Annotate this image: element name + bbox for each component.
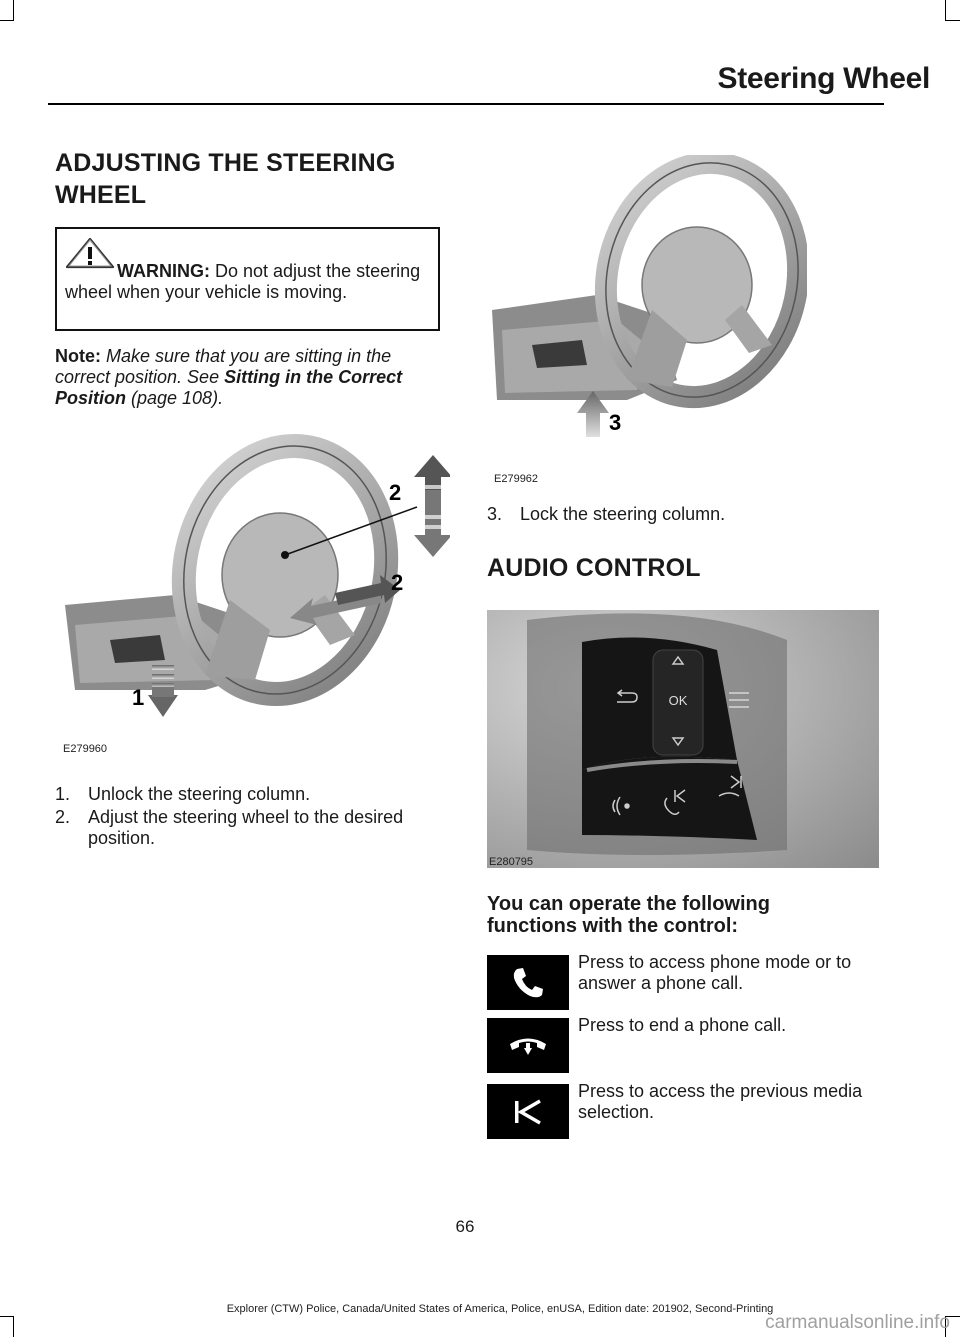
steering-wheel-lock-figure: [487, 155, 807, 455]
crop-mark: [945, 20, 960, 21]
step-number: 2.: [55, 807, 71, 827]
section-heading-adjusting: [55, 147, 396, 211]
warning-text: [65, 261, 433, 303]
callout-1: 1: [132, 685, 145, 710]
steering-wheel-adjust-figure: [55, 425, 450, 755]
warning-label: WARNING:: [117, 261, 210, 281]
page-title: Steering Wheel: [717, 62, 930, 95]
footer-text: Explorer (CTW) Police, Canada/United States of America, Police, enUSA, Edition date: 201902, Second-Printing: [226, 1303, 774, 1315]
watermark: carmanualsonline.info: [765, 1312, 950, 1333]
note-paragraph: [55, 346, 450, 409]
previous-track-icon-box: [487, 1084, 569, 1139]
note-page-ref: (page 108).: [126, 388, 224, 408]
heading-line-2: WHEEL: [55, 181, 147, 209]
function-text: Press to access phone mode or to answer a phone call.: [578, 952, 852, 993]
crop-mark: [0, 1316, 14, 1317]
callout-2-horizontal: 2: [391, 570, 404, 595]
step-text: Adjust the steering wheel to the desired position.: [88, 807, 404, 848]
steps-list: [55, 784, 450, 854]
warning-body: Do not adjust the steering wheel when your vehicle is moving.: [65, 261, 421, 302]
crop-mark: [945, 0, 946, 20]
previous-track-icon: [510, 1097, 546, 1127]
warning-box: [55, 227, 440, 331]
phone-icon-box: [487, 955, 569, 1010]
note-text: Make sure that you are sitting in the correct position. See: [55, 346, 392, 387]
heading-line-1: ADJUSTING THE STEERING: [55, 149, 396, 177]
ok-button-label: OK: [668, 693, 688, 708]
phone-icon: [508, 963, 548, 1003]
page-number: 66: [455, 1217, 475, 1236]
function-text: Press to end a phone call.: [578, 1015, 787, 1035]
crop-mark: [0, 20, 14, 21]
step-text: Unlock the steering column.: [88, 784, 311, 804]
note-label: Note:: [55, 346, 101, 366]
callout-2-vertical: 2: [389, 480, 402, 505]
figure-code-e279962: E279962: [494, 473, 539, 485]
crop-mark: [13, 1317, 14, 1337]
function-text: Press to access the previous media selection.: [578, 1081, 863, 1122]
figure-code-e279960: E279960: [63, 743, 108, 755]
step-3-item: [487, 504, 887, 528]
crop-mark: [13, 0, 14, 20]
audio-control-figure: [487, 610, 879, 868]
hang-up-icon-box: [487, 1018, 569, 1073]
step-number: 1.: [55, 784, 71, 804]
callout-3: 3: [609, 410, 622, 435]
section-heading-audio-control: AUDIO CONTROL: [487, 554, 701, 582]
note-link[interactable]: Sitting in the Correct Position: [55, 367, 403, 408]
functions-subheading: You can operate the following functions with the control:: [487, 893, 770, 937]
hang-up-icon: [506, 1031, 550, 1061]
title-divider: [48, 103, 884, 105]
step-text: Lock the steering column.: [520, 504, 726, 524]
figure-code-e280795: E280795: [489, 856, 534, 868]
step-number: 3.: [487, 504, 503, 524]
